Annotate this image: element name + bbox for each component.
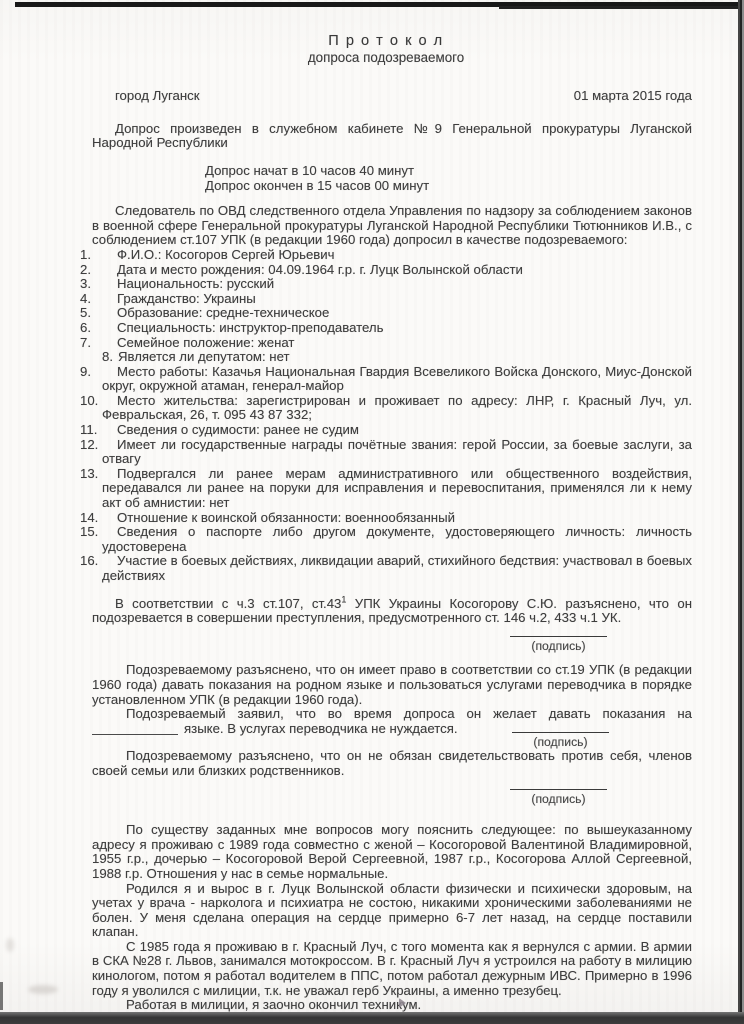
item-number: 2. (80, 261, 91, 277)
scan-smudge (28, 985, 58, 994)
item-text: Участие в боевых действиях, ликвидации аварий, стихийного бедствия: участвовал в боевых действиях (102, 553, 693, 583)
list-item (80, 336, 692, 351)
self-incrimination-paragraph: Подозреваемому разъяснено, что он не обязан свидетельствовать против себя, членов своей семьи или близких родственников. (92, 748, 692, 778)
list-item (80, 438, 692, 467)
signature-block-2 (512, 732, 609, 750)
language-statement-text: языке. В услугах переводчика не нуждается. (184, 720, 458, 736)
item-text: Является ли депутатом: нет (118, 349, 290, 365)
item-text: Национальность: русский (117, 276, 275, 292)
item-text: Подвергался ли ранее мерам административного или общественного воздействия, передавался ли ранее на поруки для исправления и перевоспитания, применялся ли к нему акт об амнистии: нет (102, 465, 692, 511)
interrogation-times (205, 164, 692, 193)
item-number: 16. (80, 553, 99, 569)
scan-edge-right (738, 0, 744, 1024)
testimony-paragraph: С 1985 года я проживаю в г. Красный Луч, с того момента как я вернулся с армии. В армии в СКА №28 г. Львов, занимался мотокроссом. В г. Красный Луч я устроился на работу в милицию кинологом, потом я работал водителем в ППС, потом работал дежурным ИВС. Примерно в 1996 году я уволился с милиции, т.к. не уважал герб Украины, а именно трезубец. (92, 938, 692, 998)
testimony-paragraph: Работая в милиции, я заочно окончил техникум. (126, 997, 422, 1013)
list-item (80, 554, 692, 583)
item-text: Ф.И.О.: Косогоров Сергей Юрьевич (117, 246, 335, 262)
document-subtitle: допроса подозреваемого (307, 49, 465, 65)
language-statement-line1: Подозреваемый заявил, что во время допроса он желает давать показания на (126, 706, 692, 722)
signature-caption: (подпись) (531, 791, 586, 806)
item-text: Сведения о судимости: ранее не судим (117, 422, 359, 438)
testimony-paragraph: Родился я и вырос в г. Луцк Волынской области физически и психически здоровым, на учетах у врача - нарколога и психиатра не состою, никакими хроническими заболеваниями не болен. У меня сделана операция на сердце примерно 6-7 лет назад, на сердце поставили клапан. (92, 880, 692, 940)
notice-text-part2: УПК Украины Косогорову С.Ю. разъяснено, что он подозревается в совершении преступления, предусмотренного ст. 146 ч.2, 433 ч.1 УК. (92, 595, 693, 626)
item-text: Специальность: инструктор-преподаватель (117, 319, 384, 335)
signature-block-1 (510, 636, 607, 654)
item-text: Гражданство: Украины (117, 290, 256, 306)
signature-block-3 (510, 789, 607, 807)
item-number: 11. (80, 422, 98, 438)
item-number: 1. (80, 246, 91, 262)
item-number: 8. (102, 349, 113, 365)
item-number: 13. (80, 465, 99, 481)
item-number: 15. (80, 524, 99, 540)
scan-smudge (6, 938, 14, 952)
list-item (80, 321, 692, 336)
suspicion-notice-paragraph (92, 594, 693, 626)
item-number: 3. (80, 276, 91, 292)
scan-edge-bottom (0, 1012, 744, 1024)
item-number: 5. (80, 305, 91, 321)
list-item (80, 365, 692, 394)
item-number: 14. (80, 509, 99, 525)
list-item (80, 306, 692, 321)
list-item (80, 423, 692, 438)
testimony-paragraph: По существу заданных мне вопросов могу пояснить следующее: по вышеуказанному адресу я проживаю с 1989 года совместно с женой – Косогоровой Валентиной Владимировной, 1955 г.р., дочерью – Косогоровой Верой Сергеевной, 1987 г.р., Косогорова Аллой Сергеевной, 1988 г.р. Отношения у нас в семье нормальные. (92, 822, 692, 881)
item-text: Образование: средне-техническое (117, 305, 330, 321)
signature-line (510, 636, 607, 638)
time-ended: Допрос окончен в 15 часов 00 минут (205, 177, 430, 193)
item-text: Семейное положение: женат (117, 334, 295, 350)
list-item (80, 248, 692, 263)
signature-caption: (подпись) (533, 734, 588, 749)
item-number: 6. (80, 319, 91, 335)
list-item (80, 263, 692, 278)
item-number: 7. (80, 334, 91, 350)
city-label: город Луганск (115, 88, 200, 104)
item-text: Место жительства: зарегистрирован и проживает по адресу: ЛНР, г. Красный Луч, ул. Февральская, 26, т. 095 43 87 332; (102, 392, 692, 423)
list-item (80, 350, 692, 365)
scanned-protocol-page (80, 0, 692, 1013)
item-number: 9. (80, 363, 91, 379)
list-item (80, 467, 692, 511)
language-rights-paragraph: Подозреваемому разъяснено, что он имеет право в соответствии со ст.19 УПК (в редакции 1960 года) давать показания на родном языке и пользоваться услугами переводчика в порядке установленном УПК (в редакции 1960 года). (92, 662, 692, 707)
item-number: 12. (80, 436, 99, 452)
item-text: Имеет ли государственные награды почётные звания: герой России, за боевые заслуги, за отвагу (102, 436, 692, 467)
signature-caption: (подпись) (531, 638, 586, 653)
list-item (80, 394, 692, 423)
investigator-paragraph: Следователь по ОВД следственного отдела Управления по надзору за соблюдением законов в военной сфере Генеральной прокуратуры Луганской Народной Республики Тютюнников И.В., с соблюдением ст.107 УПК (в редакции 1960 года) допросил в качестве подозреваемого: (92, 203, 692, 248)
date-label: 01 марта 2015 года (573, 88, 692, 104)
item-text: Место работы: Казачья Национальная Гвардия Всевеликого Войска Донского, Миус-Донской округ, окружной атаман, генерал-майор (102, 363, 692, 394)
list-item (80, 277, 692, 292)
list-item (80, 292, 692, 307)
city-date-row (92, 89, 692, 104)
document-title: П р о т о к о л (328, 33, 444, 49)
notice-text-part1: В соответствии с ч.3 ст.107, ст.43 (115, 595, 342, 611)
item-text: Отношение к воинской обязанности: военнообязанный (117, 509, 455, 525)
suspect-details-list (80, 248, 692, 584)
signature-line (512, 732, 609, 734)
item-text: Дата и место рождения: 04.09.1964 г.р. г. Луцк Волынской области (117, 261, 523, 277)
item-text: Сведения о паспорте либо другом документе, удостоверяющего личность: личность удостоверена (102, 524, 692, 554)
list-item (80, 511, 692, 526)
language-blank-field (92, 722, 178, 735)
list-item (80, 525, 692, 554)
signature-line (510, 789, 607, 791)
notice-superscript: 1 (341, 594, 347, 605)
location-paragraph: Допрос произведен в служебном кабинете №9 Генеральной прокуратуры Луганской Народной Республики (92, 120, 692, 151)
scan-edge-left-mark (0, 982, 3, 1010)
item-number: 4. (80, 290, 91, 306)
language-statement-line2 (92, 720, 692, 749)
time-started: Допрос начат в 10 часов 40 минут (205, 162, 415, 178)
item-number: 10. (80, 392, 99, 408)
